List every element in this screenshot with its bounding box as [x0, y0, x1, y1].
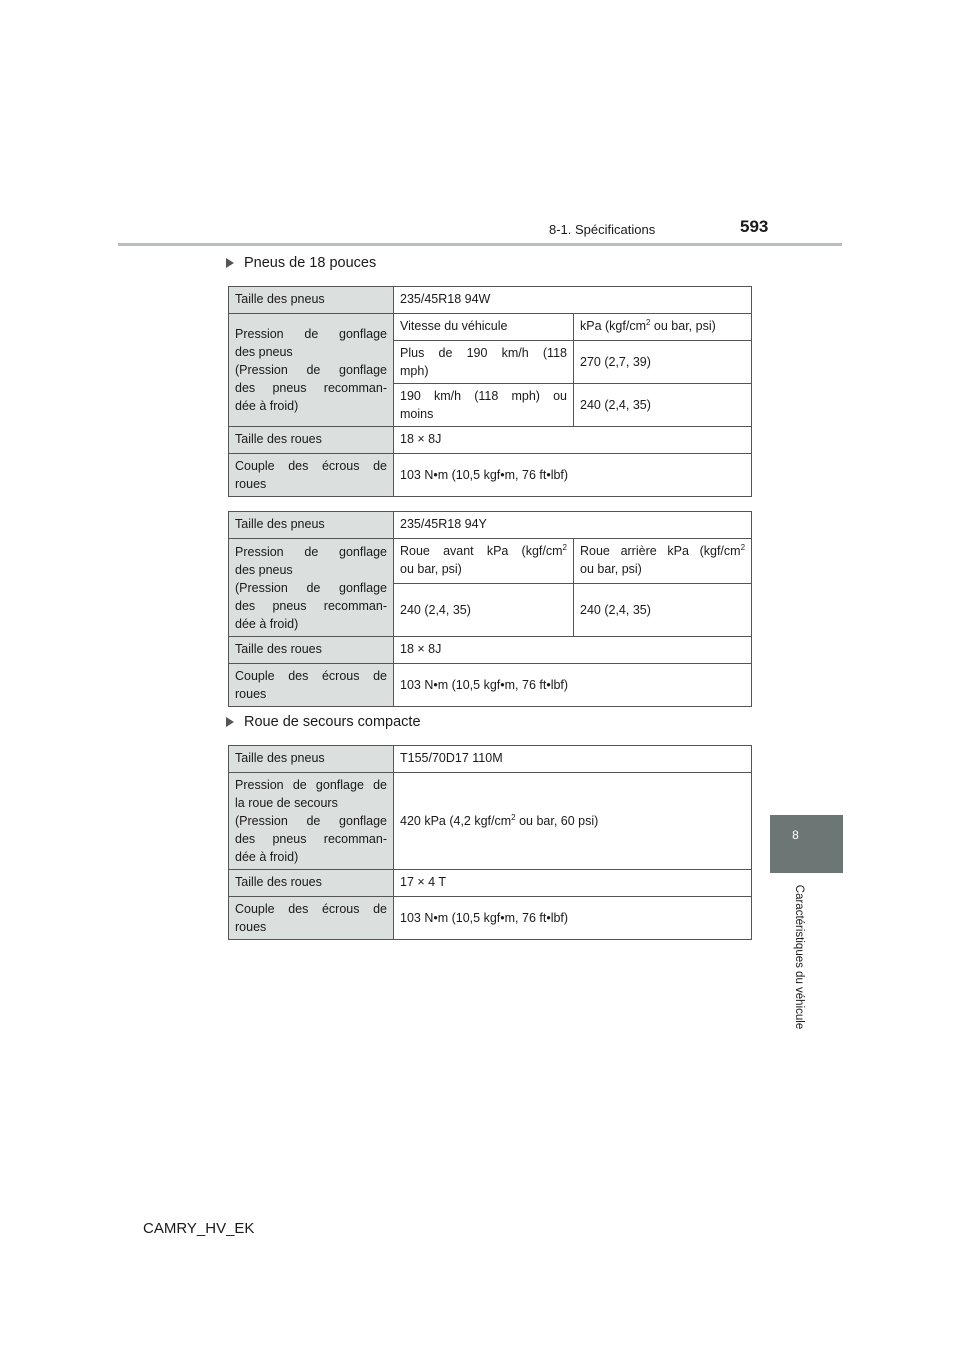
pressure-label: Pression de gonflage des pneus (Pression de gonflage des pneus recomman- dée à froid) — [229, 539, 394, 637]
front-wheel-header: Roue avant kPa ($kgf/cm^2$ ou bar, psi) — [394, 539, 574, 584]
tire-size-label: Taille des pneus — [229, 287, 394, 314]
nut-torque-label: Couple des écrous de roues — [229, 897, 394, 940]
table-row — [229, 454, 752, 497]
nut-torque-value: 103 N•m (10,5 kgf•m, 76 ft•lbf) — [394, 454, 752, 497]
model-code: CAMRY_HV_EK — [143, 1220, 255, 1237]
tire-size-value: 235/45R18 94W — [394, 287, 752, 314]
table-row — [229, 746, 752, 773]
table-row — [229, 637, 752, 664]
tire-size-label: Taille des pneus — [229, 512, 394, 539]
triangle-bullet-icon — [226, 717, 234, 727]
table-row — [229, 773, 752, 870]
nut-torque-label: Couple des écrous de roues — [229, 664, 394, 707]
speed-over-190: Plus de 190 km/h (118 mph) — [394, 341, 574, 384]
chapter-tab-number: 8 — [792, 828, 799, 842]
tire-spec-table-94y — [228, 511, 752, 707]
pressure-label: Pression de gonflage des pneus (Pression de gonflage des pneus recomman- dée à froid) — [229, 314, 394, 427]
table-row — [229, 314, 752, 341]
chapter-tab — [770, 815, 843, 873]
section-title-text: Roue de secours compacte — [244, 714, 421, 730]
table-row — [229, 539, 752, 584]
nut-torque-label: Couple des écrous de roues — [229, 454, 394, 497]
table-row — [229, 664, 752, 707]
tire-size-value: T155/70D17 110M — [394, 746, 752, 773]
nut-torque-value: 103 N•m (10,5 kgf•m, 76 ft•lbf) — [394, 897, 752, 940]
wheel-size-value: 17 × 4 T — [394, 870, 752, 897]
wheel-size-value: 18 × 8J — [394, 637, 752, 664]
spare-pressure-label: Pression de gonflage de la roue de secours (Pression de gonflage des pneus recomman- dée à froid) — [229, 773, 394, 870]
wheel-size-label: Taille des roues — [229, 637, 394, 664]
header-divider — [118, 243, 842, 246]
tire-size-value: 235/45R18 94Y — [394, 512, 752, 539]
table-row — [229, 512, 752, 539]
pressure-over-190: 270 (2,7, 39) — [574, 341, 752, 384]
front-wheel-pressure: 240 (2,4, 35) — [394, 584, 574, 637]
wheel-size-label: Taille des roues — [229, 870, 394, 897]
pressure-under-190: 240 (2,4, 35) — [574, 384, 752, 427]
section-title-text: Pneus de 18 pouces — [244, 255, 377, 271]
nut-torque-value: 103 N•m (10,5 kgf•m, 76 ft•lbf) — [394, 664, 752, 707]
unit-header: kPa ($kgf/cm^2$ ou bar, psi) — [574, 314, 752, 341]
wheel-size-value: 18 × 8J — [394, 427, 752, 454]
section-title-18-inch — [226, 255, 376, 271]
page-number: 593 — [740, 217, 769, 236]
spare-pressure-value: 420 kPa (4,2 kgf/$cm^2$ ou bar, 60 psi) — [394, 773, 752, 870]
wheel-size-label: Taille des roues — [229, 427, 394, 454]
table-row — [229, 427, 752, 454]
table-row — [229, 897, 752, 940]
triangle-bullet-icon — [226, 258, 234, 268]
rear-wheel-header: Roue arrière kPa ($kgf/cm^2$ ou bar, psi) — [574, 539, 752, 584]
spare-tire-spec-table — [228, 745, 752, 940]
tire-spec-table-94w — [228, 286, 752, 497]
speed-under-190: 190 km/h (118 mph) ou moins — [394, 384, 574, 427]
section-heading: 8-1. Spécifications — [549, 222, 656, 237]
section-title-spare — [226, 714, 421, 730]
chapter-tab-label: Caractéristiques du véhicule — [793, 884, 805, 1030]
speed-header: Vitesse du véhicule — [394, 314, 574, 341]
table-row — [229, 870, 752, 897]
tire-size-label: Taille des pneus — [229, 746, 394, 773]
rear-wheel-pressure: 240 (2,4, 35) — [574, 584, 752, 637]
table-row — [229, 287, 752, 314]
